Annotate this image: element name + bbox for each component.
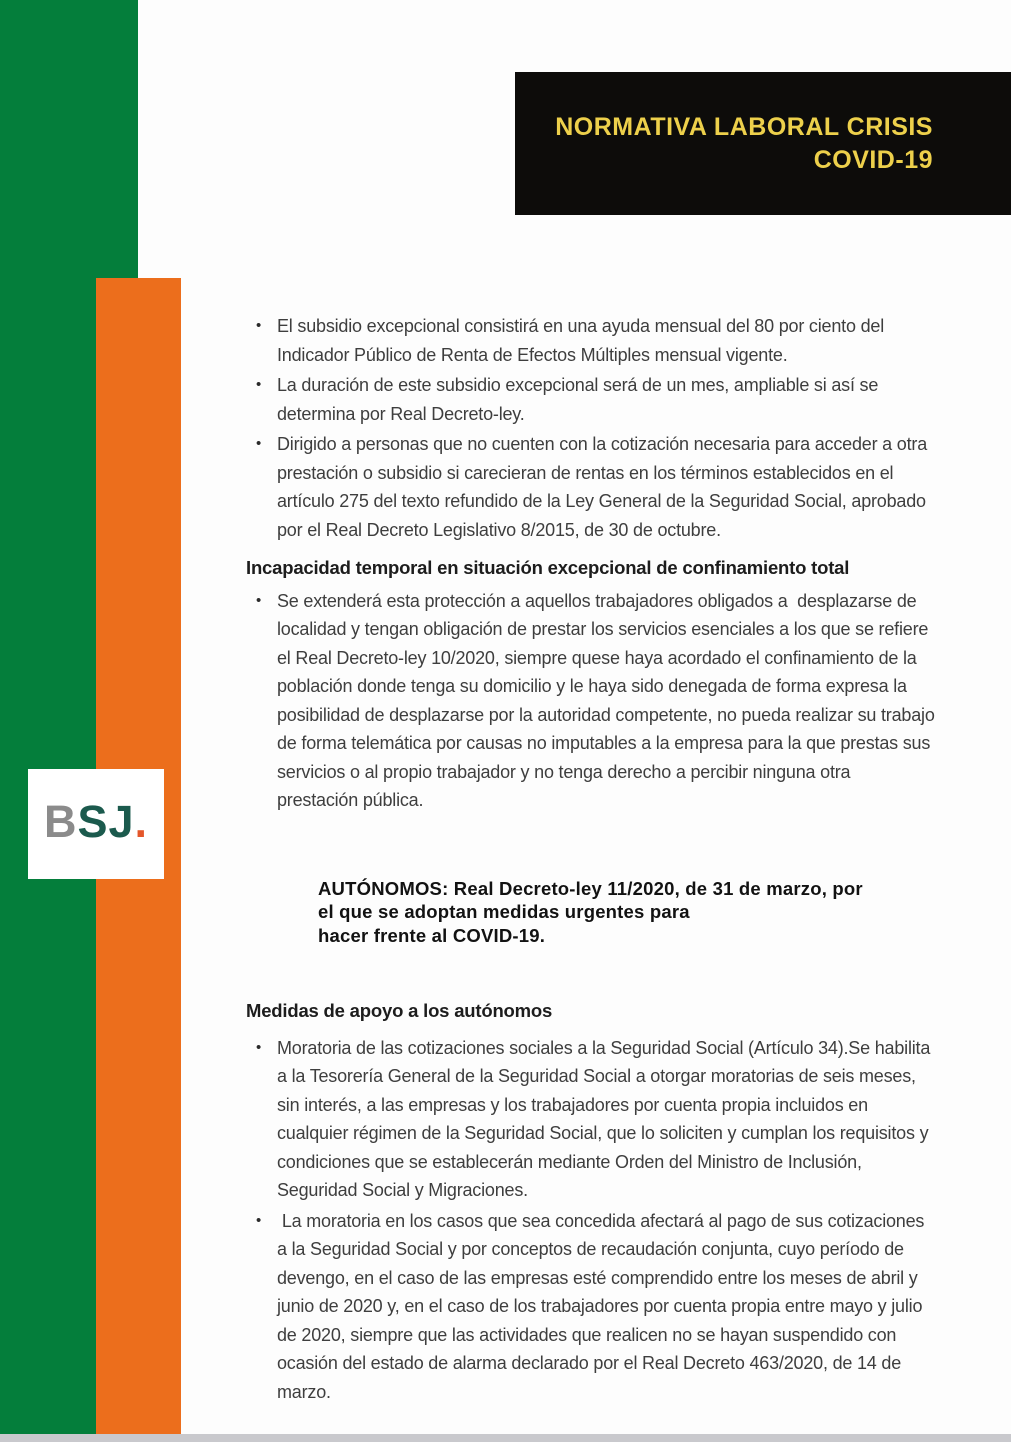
list-item-text: Se extenderá esta protección a aquellos trabajadores obligados a desplazarse de localidad y tengan obligación de prestar los servicios esenciales a los que se refiere el Real Decreto-ley 10/2020, siempre quese haya acordado el confinamiento de la población donde tenga su domicilio y le haya sido denegada de forma expresa la posibilidad de desplazarse por la autoridad competente, no pueda realizar su trabajo de forma telemática por causas no imputables a la empresa para la que prestas sus servicios o al propio trabajador y no tenga derecho a percibir ninguna otra prestación pública.: [277, 590, 940, 810]
logo-letter-b: B: [43, 796, 78, 847]
list-item: [246, 430, 936, 544]
bullet-icon: •: [256, 591, 262, 609]
autonomos-section-heading: [318, 877, 936, 948]
list-item: [246, 587, 940, 815]
bullet-icon: •: [256, 376, 262, 393]
list-item-text: Dirigido a personas que no cuenten con la cotización necesaria para acceder a otra prestación o subsidio si carecieran de rentas en los términos establecidos en el artículo 275 del texto refundido de la Ley General de la Seguridad Social, aprobado por el Real Decreto Legislativo 8/2015, de 30 de octubre.: [277, 434, 932, 540]
incapacidad-bullet-list: [246, 587, 940, 815]
logo-dot: .: [134, 796, 149, 847]
logo-letters-sj: SJ: [77, 796, 135, 847]
autonomos-heading-line3: hacer frente al COVID-19.: [318, 924, 546, 946]
bullet-icon: •: [256, 435, 262, 452]
subsidio-bullet-list: [246, 312, 936, 544]
list-item-text: Moratoria de las cotizaciones sociales a la Seguridad Social (Artículo 34).Se habilita a la Tesorería General de la Seguridad Social a otorgar moratorias de seis meses, sin interés, a las empresas y los trabajadores por cuenta propia incluidos en cualquier régimen de la Seguridad Social, que lo soliciten y cumplan los requisitos y condiciones que se establecerán mediante Orden del Ministro de Inclusión, Seguridad Social y Migraciones.: [277, 1037, 935, 1200]
document-body: [246, 312, 940, 1408]
list-item: [246, 312, 936, 369]
list-item-text: La duración de este subsidio excepcional será de un mes, ampliable si así se determina por Real Decreto-ley.: [277, 375, 883, 424]
bsj-logo: [28, 769, 164, 879]
list-item-text: El subsidio excepcional consistirá en una ayuda mensual del 80 por ciento del Indicador Público de Renta de Efectos Múltiples mensual vigente.: [277, 316, 889, 365]
bullet-icon: •: [256, 1038, 262, 1056]
incapacidad-heading: Incapacidad temporal en situación excepcional de confinamiento total: [246, 557, 850, 578]
autonomos-heading-line2: el que se adoptan medidas urgentes para: [318, 901, 690, 922]
page-title-line2: COVID-19: [813, 145, 933, 174]
list-item: [246, 371, 936, 428]
autonomos-heading-line1: AUTÓNOMOS: Real Decreto-ley 11/2020, de 31 de marzo, por: [318, 877, 863, 899]
medidas-bullet-list: [246, 1034, 936, 1407]
bullet-icon: •: [256, 1211, 262, 1229]
page-bottom-edge: [0, 1434, 1011, 1442]
list-item: [246, 1207, 936, 1407]
page-title: [515, 111, 1011, 177]
page-title-line1: NORMATIVA LABORAL CRISIS: [555, 112, 933, 141]
medidas-heading: Medidas de apoyo a los autónomos: [246, 1000, 553, 1021]
bullet-icon: •: [256, 317, 262, 334]
list-item: [246, 1034, 936, 1205]
list-item-text: La moratoria en los casos que sea concedida afectará al pago de sus cotizaciones a la Seguridad Social y por conceptos de recaudación conjunta, cuyo período de devengo, en el caso de las empresas esté comprendido entre los meses de abril y junio de 2020 y, en el caso de los trabajadores por cuenta propia entre mayo y julio de 2020, siempre que las actividades que realicen no se hayan suspendido con ocasión del estado de alarma declarado por el Real Decreto 463/2020, de 14 de marzo.: [277, 1210, 930, 1402]
header-banner: [515, 72, 1011, 215]
